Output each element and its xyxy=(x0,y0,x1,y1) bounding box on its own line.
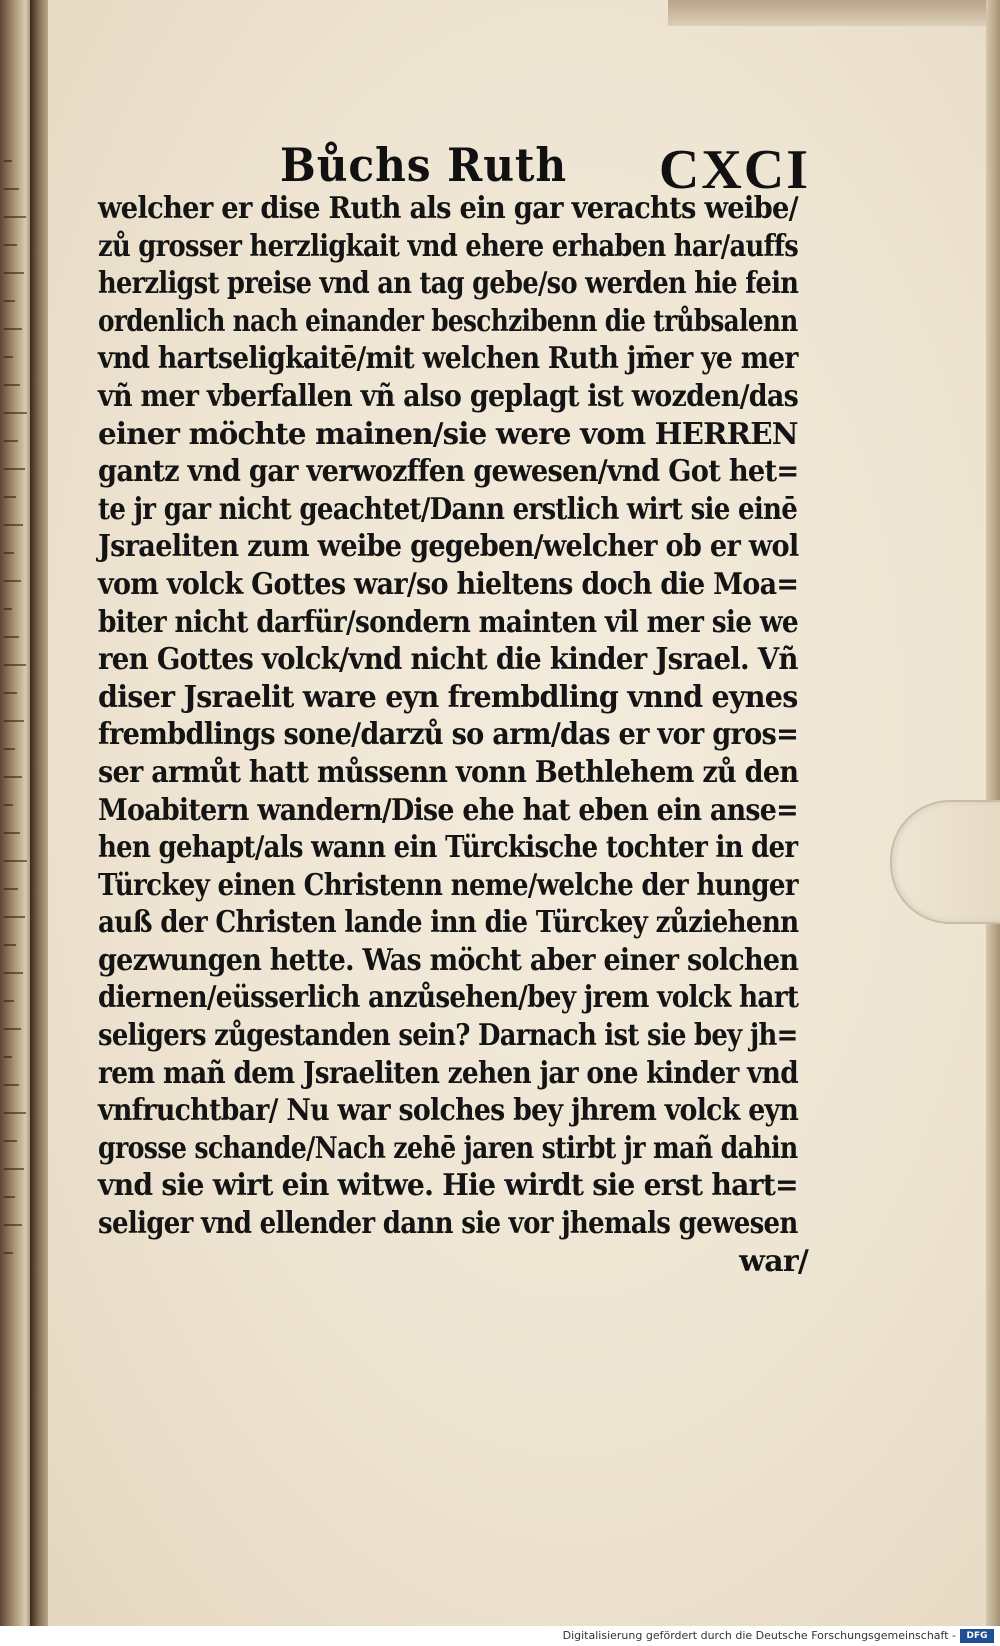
facing-page-bleed xyxy=(4,608,12,610)
facing-page-bleed xyxy=(4,1112,26,1114)
facing-page-bleed xyxy=(4,1140,17,1142)
facing-page-bleed xyxy=(4,1252,13,1254)
text-line: vnfruchtbar/ Nu war solches bey jhrem volck eyn xyxy=(98,1093,799,1129)
text-line: Türckey einen Christenn neme/welche der hunger xyxy=(98,867,798,903)
text-line: seligers zůgestanden sein? Darnach ist sie bey jh= xyxy=(98,1018,798,1054)
facing-page-bleed xyxy=(4,832,20,834)
facing-page-bleed xyxy=(4,216,26,218)
facing-page-bleed xyxy=(4,1000,14,1002)
facing-page-bleed xyxy=(4,1196,15,1198)
text-line: biter nicht darfür/sondern mainten vil mer sie we xyxy=(98,604,799,640)
facing-page-bleed xyxy=(4,440,18,442)
text-line: gezwungen hette. Was möcht aber einer solchen xyxy=(98,942,799,978)
facing-page-bleed xyxy=(4,916,25,918)
facing-page-bleed xyxy=(4,1224,22,1226)
text-line: rem mañ dem Jsraeliten zehen jar one kinder vnd xyxy=(98,1055,798,1091)
text-line: zů grosser herzligkait vnd ehere erhaben har/auffs xyxy=(98,228,799,264)
facing-page-bleed xyxy=(4,524,23,526)
facing-page-bleed xyxy=(4,692,17,694)
facing-page-bleed xyxy=(4,860,27,862)
facing-page-bleed xyxy=(4,272,24,274)
running-head: Bůchs Ruth xyxy=(280,138,568,192)
facing-page-bleed xyxy=(4,1028,21,1030)
catchword: war/ xyxy=(739,1243,808,1279)
facing-page-bleed xyxy=(4,356,13,358)
funding-credit: Digitalisierung gefördert durch die Deutsche Forschungsgemeinschaft - xyxy=(562,1629,956,1642)
text-line: Moabitern wandern/Dise ehe hat eben ein anse= xyxy=(98,792,798,828)
bookmark-tab xyxy=(890,800,1000,924)
facing-page-bleed xyxy=(4,244,17,246)
text-line: herzligst preise vnd an tag gebe/so werden hie fein xyxy=(98,266,799,302)
facing-page-bleed xyxy=(4,776,22,778)
facing-page-bleed xyxy=(4,160,12,162)
facing-page-bleed xyxy=(4,748,15,750)
facing-page-bleed xyxy=(4,552,14,554)
facing-page-bleed xyxy=(4,972,23,974)
text-line: ren Gottes volck/vnd nicht die kinder Jsrael. Vñ xyxy=(98,642,798,678)
text-line: ordenlich nach einander beschzibenn die trůbsalenn xyxy=(98,303,798,339)
folio-number: CXCI xyxy=(658,139,810,201)
facing-page-bleed xyxy=(4,468,25,470)
facing-page-bleed xyxy=(4,496,16,498)
facing-page-bleed xyxy=(4,944,16,946)
facing-page-bleed xyxy=(4,664,26,666)
text-line: welcher er dise Ruth als ein gar verachts weibe/ xyxy=(98,191,798,226)
page-top-edge xyxy=(668,0,1000,26)
digitization-footer xyxy=(0,1626,1000,1646)
facing-page-bleed xyxy=(4,1084,19,1086)
text-line: hen gehapt/als wann ein Türckische tochter in der xyxy=(98,830,798,866)
facing-page-edge xyxy=(0,0,34,1626)
facing-page-bleed xyxy=(4,412,27,414)
facing-page-bleed xyxy=(4,1168,24,1170)
text-line: grosse schande/Nach zehē jaren stirbt jr mañ dahin xyxy=(98,1130,798,1166)
text-line: seliger vnd ellender dann sie vor jhemals gewesen xyxy=(98,1206,798,1242)
facing-page-bleed xyxy=(4,188,19,190)
facing-page-bleed xyxy=(4,384,20,386)
text-line: vñ mer vberfallen vñ also geplagt ist wozden/das xyxy=(98,378,799,414)
text-line: vnd sie wirt ein witwe. Hie wirdt sie erst hart= xyxy=(98,1168,798,1204)
text-line: te jr gar nicht geachtet/Dann erstlich wirt sie einē xyxy=(98,491,798,527)
facing-page-bleed xyxy=(4,580,21,582)
text-line: diser Jsraelit ware eyn frembdling vnnd eynes xyxy=(98,679,798,715)
text-line: einer möchte mainen/sie were vom HERREN xyxy=(98,416,798,452)
facing-page-bleed xyxy=(4,636,19,638)
text-line: ser armůt hatt můssenn vonn Bethlehem zů den xyxy=(98,754,799,790)
facing-page-bleed xyxy=(4,720,24,722)
text-line: vom volck Gottes war/so hieltens doch die Moa= xyxy=(98,566,799,602)
body-text xyxy=(98,190,808,1280)
facing-page-bleed xyxy=(4,804,13,806)
text-line: diernen/eüsserlich anzůsehen/bey jrem volck hart xyxy=(98,980,799,1016)
facing-page-bleed xyxy=(4,1056,12,1058)
dfg-logo: DFG xyxy=(960,1629,994,1643)
facing-page-bleed xyxy=(4,888,18,890)
text-line: Jsraeliten zum weibe gegeben/welcher ob er wol xyxy=(98,529,799,565)
text-line: gantz vnd gar verwozffen gewesen/vnd Got het= xyxy=(98,454,799,490)
facing-page-bleed xyxy=(4,300,15,302)
text-line: vnd hartseligkaitē/mit welchen Ruth jm̄er ye mer xyxy=(98,341,798,377)
text-line: auß der Christen lande inn die Türckey zůziehenn xyxy=(98,905,799,941)
facing-page-bleed xyxy=(4,328,22,330)
text-line: frembdlings sone/darzů so arm/das er vor gros= xyxy=(98,717,799,753)
